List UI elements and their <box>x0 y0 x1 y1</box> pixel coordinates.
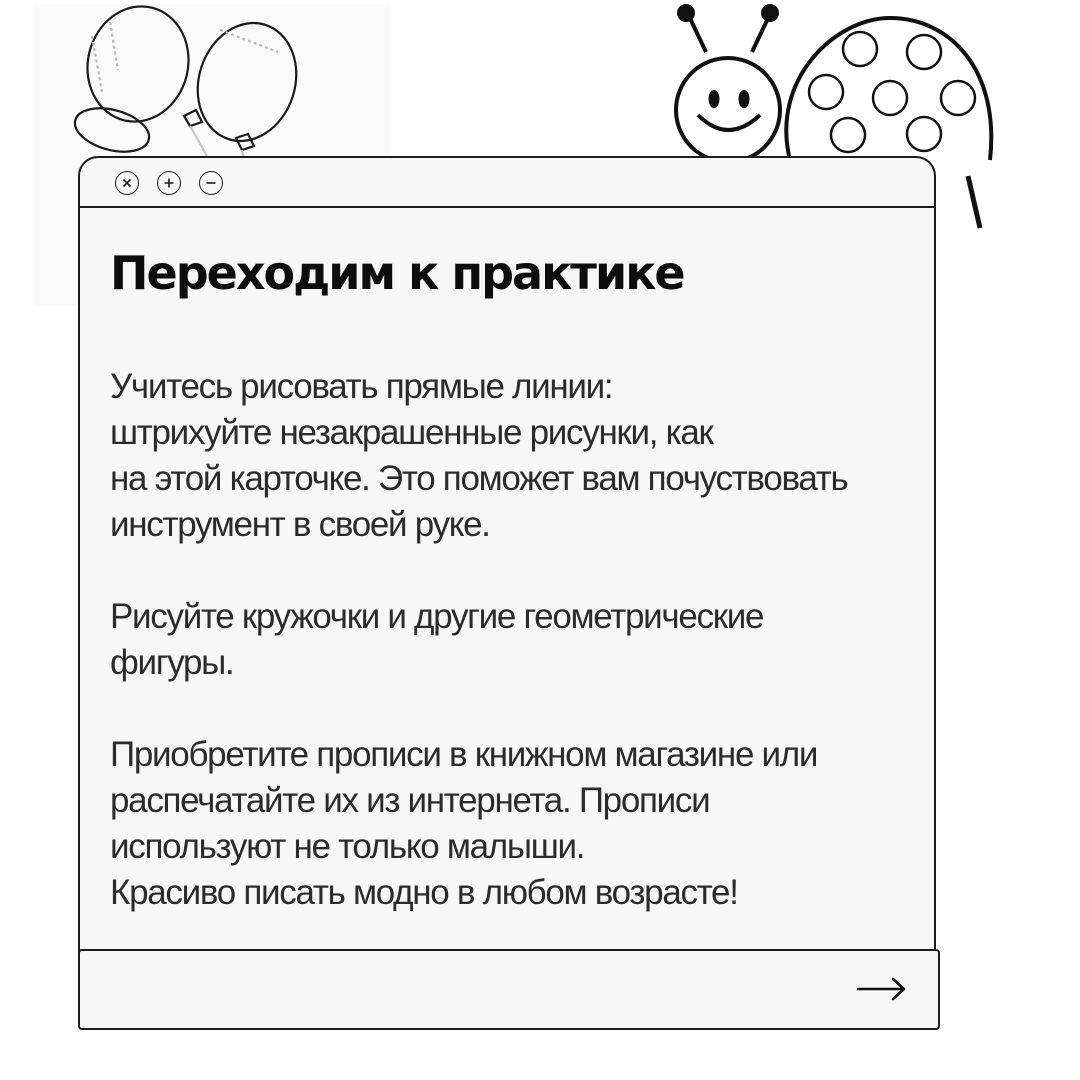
close-button[interactable] <box>115 171 139 195</box>
page-title: Переходим к практике <box>110 246 684 300</box>
next-button[interactable] <box>856 973 908 1005</box>
paragraph-copybooks: Приобретите прописи в книжном магазине или распечатайте их из интернета. Прописи используют не только малыши. Красиво писать модно в любом возрасте! <box>110 735 818 912</box>
minimize-button[interactable] <box>199 171 223 195</box>
close-icon <box>120 176 134 190</box>
minus-icon <box>204 176 218 190</box>
paragraph-lines: Учитесь рисовать прямые линии: штрихуйте незакрашенные рисунки, как на этой карточке. Это поможет вам почуствовать инструмент в своей руке. <box>110 367 848 544</box>
window-footer <box>78 949 940 1030</box>
body-text <box>110 364 930 916</box>
paragraph-shapes: Рисуйте кружочки и другие геометрические фигуры. <box>110 597 764 682</box>
window-titlebar <box>80 158 934 208</box>
window-body <box>78 156 936 956</box>
plus-icon <box>162 176 176 190</box>
maximize-button[interactable] <box>157 171 181 195</box>
info-window <box>78 156 940 1030</box>
arrow-right-icon <box>856 973 908 1005</box>
